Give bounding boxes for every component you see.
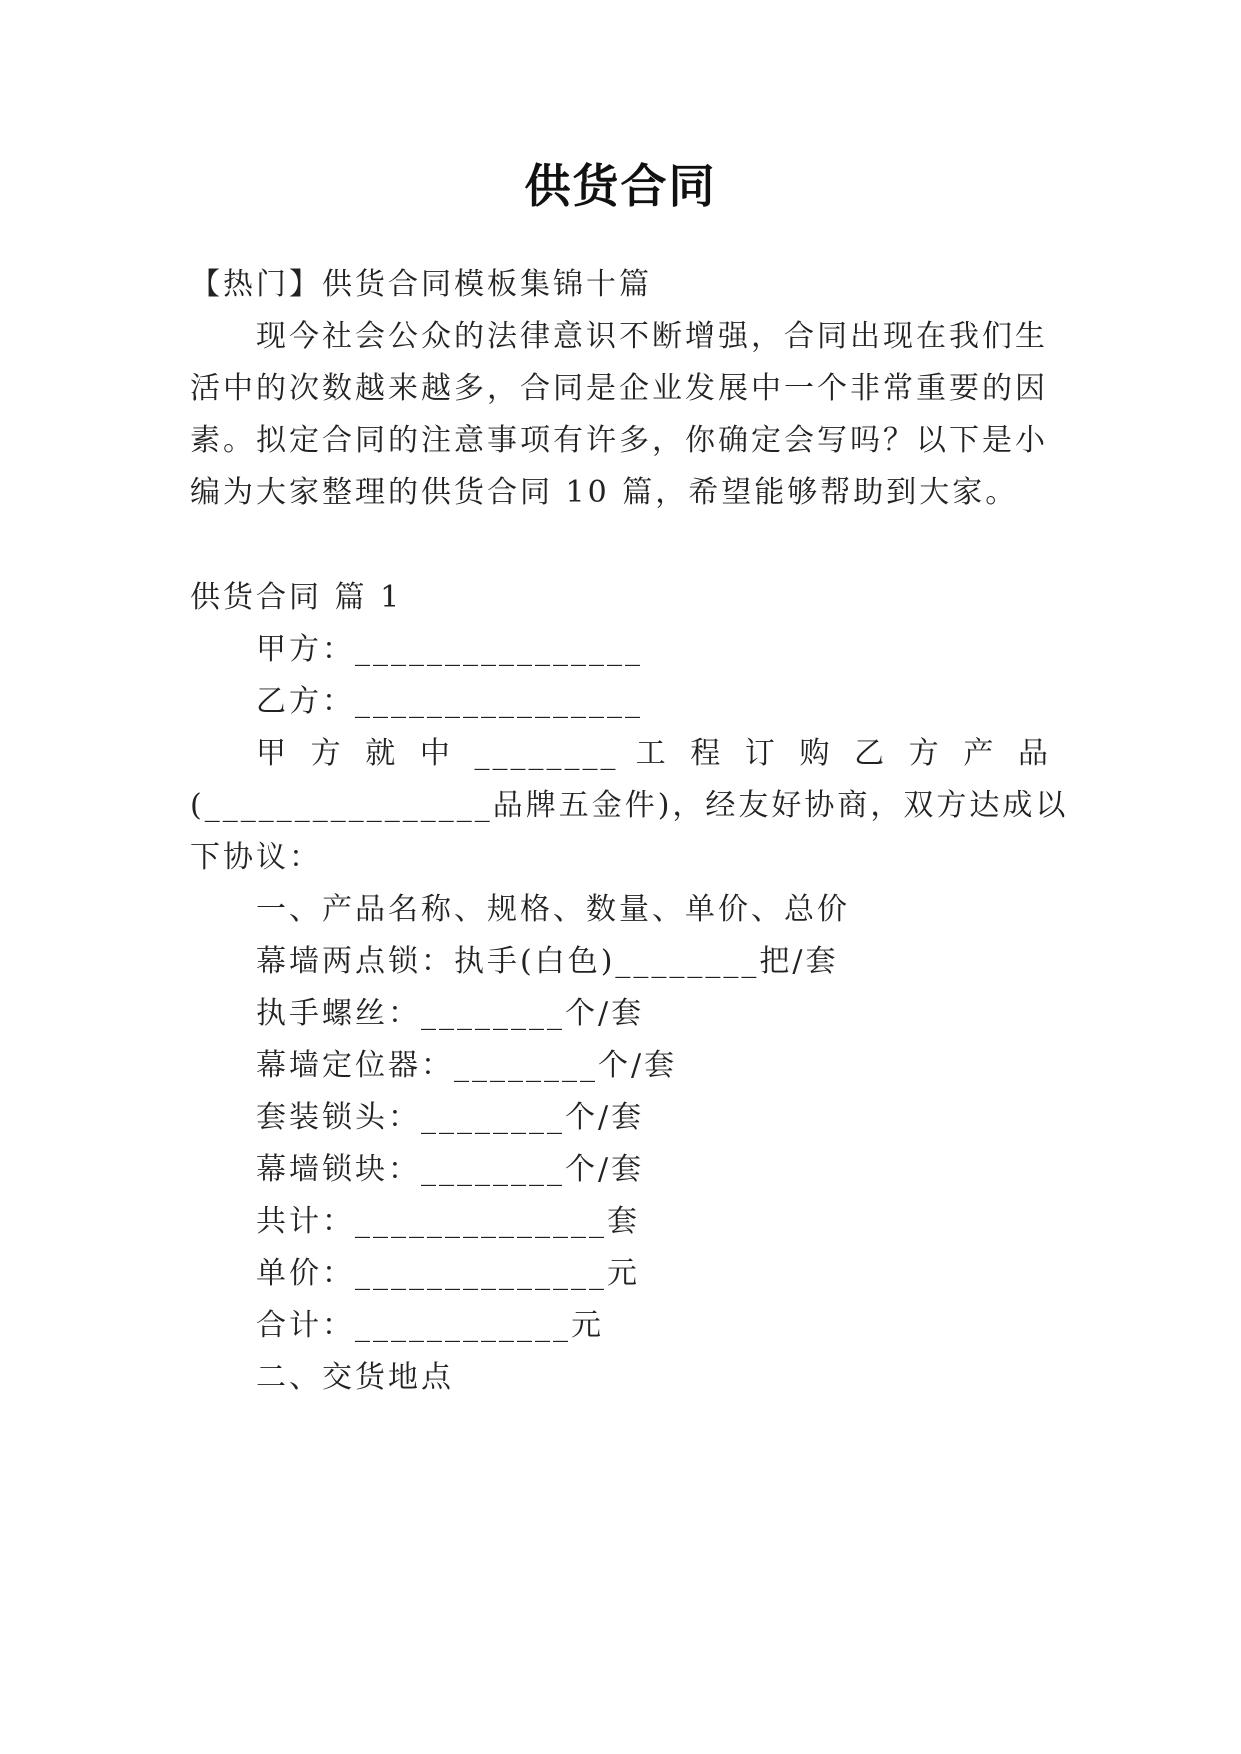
intro-line: 素。拟定合同的注意事项有许多，你确定会写吗？以下是小	[190, 423, 1048, 458]
section-heading: 供货合同 篇 1	[190, 580, 403, 615]
party-a-field: 甲方：________________	[256, 632, 643, 667]
agreement-line: 甲 方 就 中 ________ 工 程 订 购 乙 方 产 品	[256, 736, 1051, 771]
agreement-line: 下协议：	[190, 840, 322, 875]
item-line: 执手螺丝：________个/套	[256, 996, 645, 1031]
document-title: 供货合同	[524, 159, 717, 213]
item-line: 套装锁头：________个/套	[256, 1100, 645, 1135]
intro-line: 活中的次数越来越多，合同是企业发展中一个非常重要的因	[190, 371, 1048, 406]
intro-line: 现今社会公众的法律意识不断增强，合同出现在我们生	[256, 319, 1048, 354]
unit-price-line: 单价：______________元	[256, 1256, 640, 1291]
item-line: 幕墙锁块：________个/套	[256, 1152, 645, 1187]
total-amount-line: 合计：____________元	[256, 1308, 604, 1343]
intro-line: 编为大家整理的供货合同 10 篇，希望能够帮助到大家。	[190, 475, 1019, 510]
document-subtitle: 【热门】供货合同模板集锦十篇	[190, 267, 652, 302]
clause-1-heading: 一、产品名称、规格、数量、单价、总价	[256, 892, 850, 927]
item-line: 幕墙定位器：________个/套	[256, 1048, 678, 1083]
agreement-line: (________________品牌五金件)，经友好协商，双方达成以	[190, 788, 1069, 823]
clause-2-heading: 二、交货地点	[256, 1360, 454, 1395]
party-b-field: 乙方：________________	[256, 684, 643, 719]
item-line: 幕墙两点锁：执手(白色)________把/套	[256, 944, 839, 979]
total-quantity-line: 共计：______________套	[256, 1204, 640, 1239]
